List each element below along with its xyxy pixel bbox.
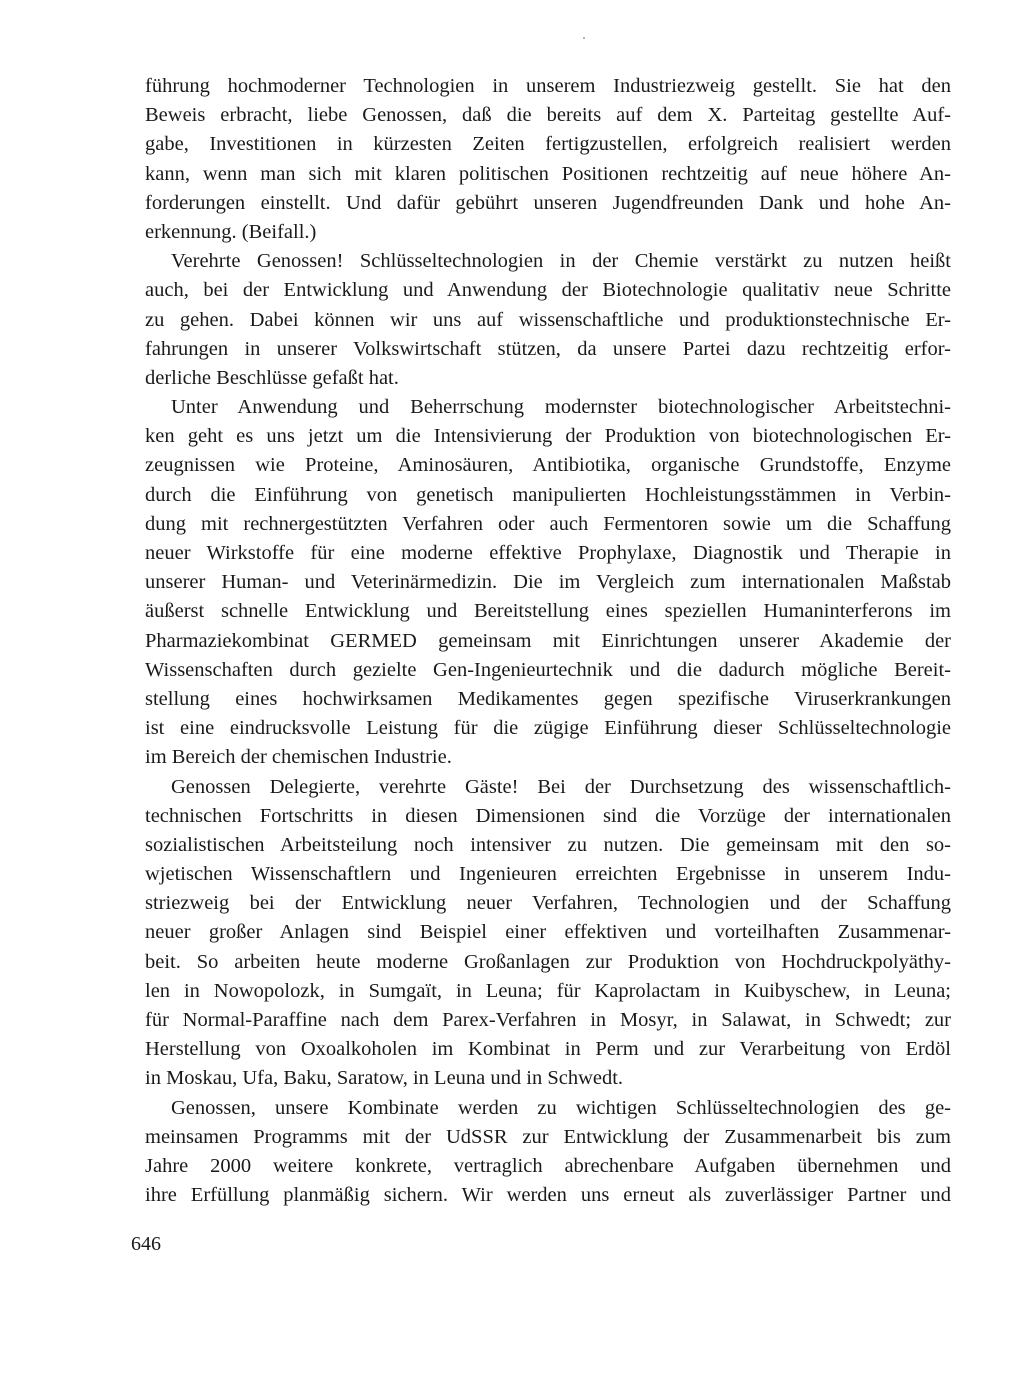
text-line: auch, bei der Entwicklung und Anwendung der Biotechnologie qualitativ neue Schritte xyxy=(145,279,951,302)
text-line: ist eine eindrucksvolle Leistung für die zügige Einführung dieser Schlüsseltechnologie xyxy=(145,717,951,740)
text-line: durch die Einführung von genetisch manipulierten Hochleistungsstämmen in Verbin- xyxy=(145,483,951,506)
text-line: erkennung. (Beifall.) xyxy=(145,220,317,243)
text-line: Unter Anwendung und Beherrschung modernster biotechnologischer Arbeitstechni- xyxy=(171,396,951,419)
text-line: neuer Wirkstoffe für eine moderne effektive Prophylaxe, Diagnostik und Therapie in xyxy=(145,542,951,564)
text-line: zu gehen. Dabei können wir uns auf wissenschaftliche und produktionstechnische Er- xyxy=(145,308,951,331)
text-line: Genossen, unsere Kombinate werden zu wichtigen Schlüsseltechnologien des ge- xyxy=(171,1096,951,1119)
text-line: Jahre 2000 weitere konkrete, vertraglich abrechenbare Aufgaben übernehmen und xyxy=(145,1154,951,1177)
text-line: technischen Fortschritts in diesen Dimensionen sind die Vorzüge der internationalen xyxy=(145,804,951,827)
page-body xyxy=(145,72,951,1210)
text-line: stellung eines hochwirksamen Medikamentes gegen spezifische Viruserkrankungen xyxy=(145,687,951,710)
paragraph xyxy=(145,247,951,393)
paragraph xyxy=(145,773,951,1094)
text-line: fahrungen in unserer Volkswirtschaft stützen, da unsere Partei dazu rechtzeitig erfor- xyxy=(145,337,951,360)
text-line: Verehrte Genossen! Schlüsseltechnologien in der Chemie verstärkt zu nutzen heißt xyxy=(171,250,951,273)
paragraph xyxy=(145,393,951,772)
text-line: meinsamen Programms mit der UdSSR zur Entwicklung der Zusammenarbeit bis zum xyxy=(145,1125,951,1148)
text-line: Beweis erbracht, liebe Genossen, daß die bereits auf dem X. Parteitag gestellte Auf- xyxy=(145,104,951,127)
text-line: forderungen einstellt. Und dafür gebührt unseren Jugendfreunden Dank und hohe An- xyxy=(145,191,951,214)
text-line: gabe, Investitionen in kürzesten Zeiten fertigzustellen, erfolgreich realisiert werden xyxy=(145,133,951,156)
text-line: zeugnissen wie Proteine, Aminosäuren, Antibiotika, organische Grundstoffe, Enzyme xyxy=(145,454,951,477)
paragraph xyxy=(145,72,951,247)
text-line: Herstellung von Oxoalkoholen im Kombinat in Perm und zur Verarbeitung von Erdöl xyxy=(145,1038,951,1061)
text-line: äußerst schnelle Entwicklung und Bereitstellung eines speziellen Humaninterferons im xyxy=(145,600,951,623)
text-line: ihre Erfüllung planmäßig sichern. Wir werden uns erneut als zuverlässiger Partner und xyxy=(145,1184,951,1207)
text-line: Pharmaziekombinat GERMED gemeinsam mit Einrichtungen unserer Akademie der xyxy=(145,629,951,652)
text-line: dung mit rechnergestützten Verfahren oder auch Fermentoren sowie um die Schaffung xyxy=(145,512,951,535)
scan-mark xyxy=(583,37,585,39)
page-number: 646 xyxy=(131,1233,161,1255)
paragraph xyxy=(145,1094,951,1211)
text-line: striezweig bei der Entwicklung neuer Verfahren, Technologien und der Schaffung xyxy=(145,892,951,915)
text-line: wjetischen Wissenschaftlern und Ingenieuren erreichten Ergebnisse in unserem Indu- xyxy=(145,863,951,886)
text-line: beit. So arbeiten heute moderne Großanlagen zur Produktion von Hochdruckpolyäthy- xyxy=(145,950,951,973)
text-line: im Bereich der chemischen Industrie. xyxy=(145,746,452,769)
text-line: sozialistischen Arbeitsteilung noch intensiver zu nutzen. Die gemeinsam mit den so- xyxy=(145,833,951,856)
text-line: Genossen Delegierte, verehrte Gäste! Bei der Durchsetzung des wissenschaftlich- xyxy=(171,775,951,798)
text-line: kann, wenn man sich mit klaren politischen Positionen rechtzeitig auf neue höhere An- xyxy=(145,162,951,185)
text-line: derliche Beschlüsse gefaßt hat. xyxy=(145,366,399,389)
text-line: unserer Human- und Veterinärmedizin. Die im Vergleich zum internationalen Maßstab xyxy=(145,571,951,594)
text-line: in Moskau, Ufa, Baku, Saratow, in Leuna und in Schwedt. xyxy=(145,1067,624,1090)
text-line: Wissenschaften durch gezielte Gen-Ingenieurtechnik und die dadurch mögliche Bereit- xyxy=(145,658,951,681)
text-line: für Normal-Paraffine nach dem Parex-Verfahren in Mosyr, in Salawat, in Schwedt; zur xyxy=(145,1009,951,1031)
text-line: führung hochmoderner Technologien in unserem Industriezweig gestellt. Sie hat den xyxy=(145,75,951,97)
text-line: neuer großer Anlagen sind Beispiel einer effektiven und vorteilhaften Zusammenar- xyxy=(145,921,951,944)
text-line: ken geht es uns jetzt um die Intensivierung der Produktion von biotechnologischen Er- xyxy=(145,425,951,448)
text-line: len in Nowopolozk, in Sumgaït, in Leuna; für Kaprolactam in Kuibyschew, in Leuna; xyxy=(145,979,951,1002)
